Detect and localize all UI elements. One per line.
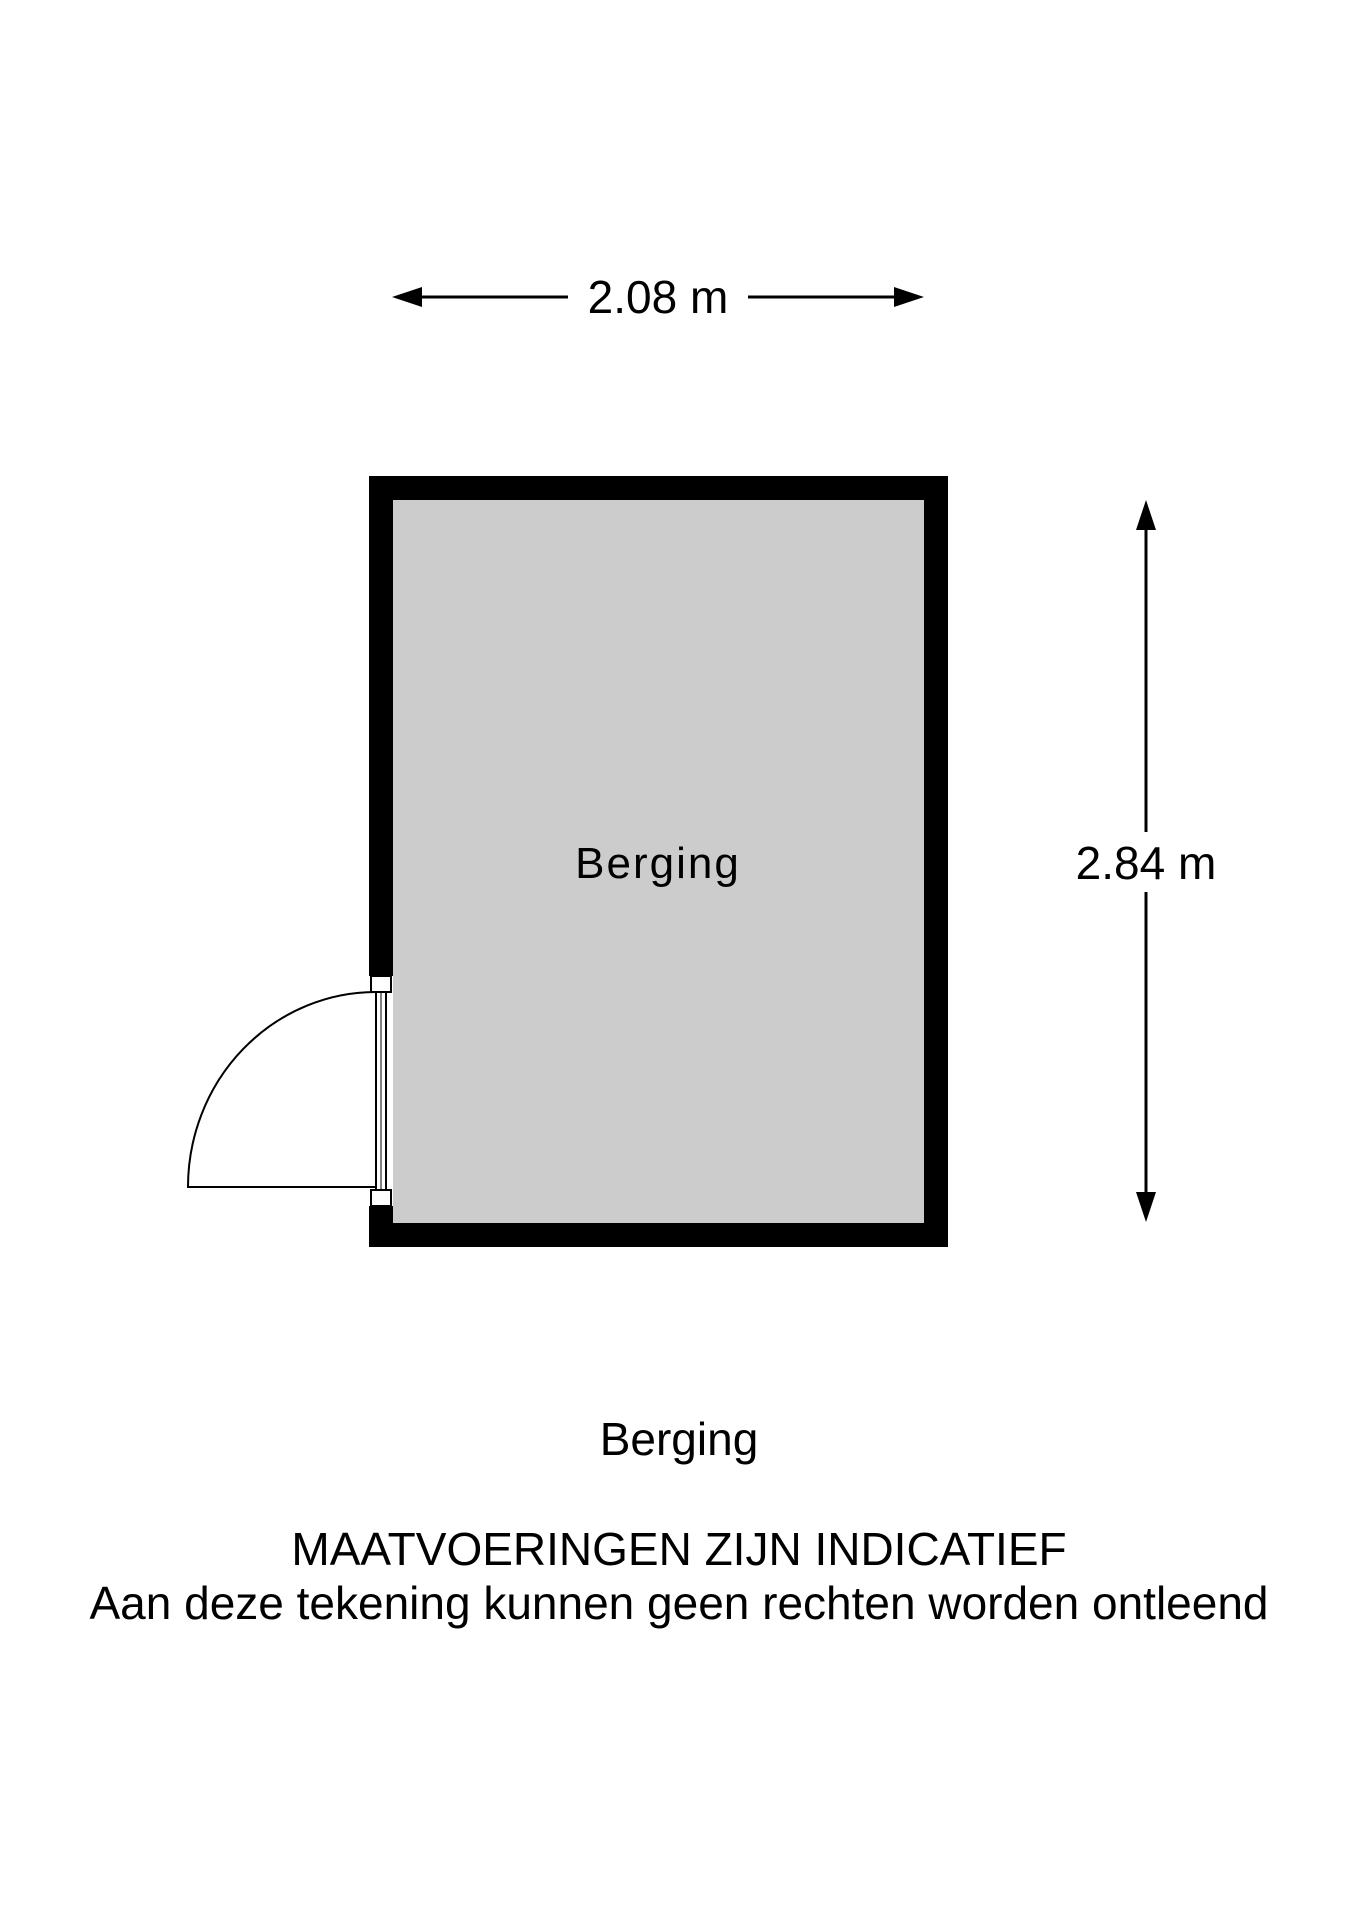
width-arrowhead-left: [392, 287, 422, 307]
room-label: Berging: [575, 839, 741, 888]
height-dimension-label: 2.84 m: [1075, 837, 1217, 889]
width-dimension: [392, 271, 924, 323]
door-swing-arc: [188, 992, 376, 1187]
door-frame-jamb-top: [371, 976, 391, 992]
wall-top: [369, 476, 948, 500]
floor-title: Berging: [599, 1413, 759, 1465]
door-frame-jamb-bottom: [371, 1190, 391, 1206]
wall-bottom: [369, 1223, 948, 1247]
wall-right: [924, 476, 948, 1247]
room-berging: [188, 476, 948, 1247]
height-arrowhead-bottom: [1136, 1192, 1156, 1222]
width-arrowhead-right: [894, 287, 924, 307]
width-dimension-label: 2.08 m: [587, 271, 729, 323]
disclaimer-text: Aan deze tekening kunnen geen rechten worden ontleend: [89, 1577, 1269, 1629]
disclaimer-heading: MAATVOERINGEN ZIJN INDICATIEF: [291, 1523, 1067, 1575]
height-arrowhead-top: [1136, 500, 1156, 530]
wall-left-lower: [369, 1206, 393, 1247]
wall-left-upper: [369, 476, 393, 976]
height-dimension: [1076, 500, 1217, 1222]
door: [188, 976, 391, 1206]
